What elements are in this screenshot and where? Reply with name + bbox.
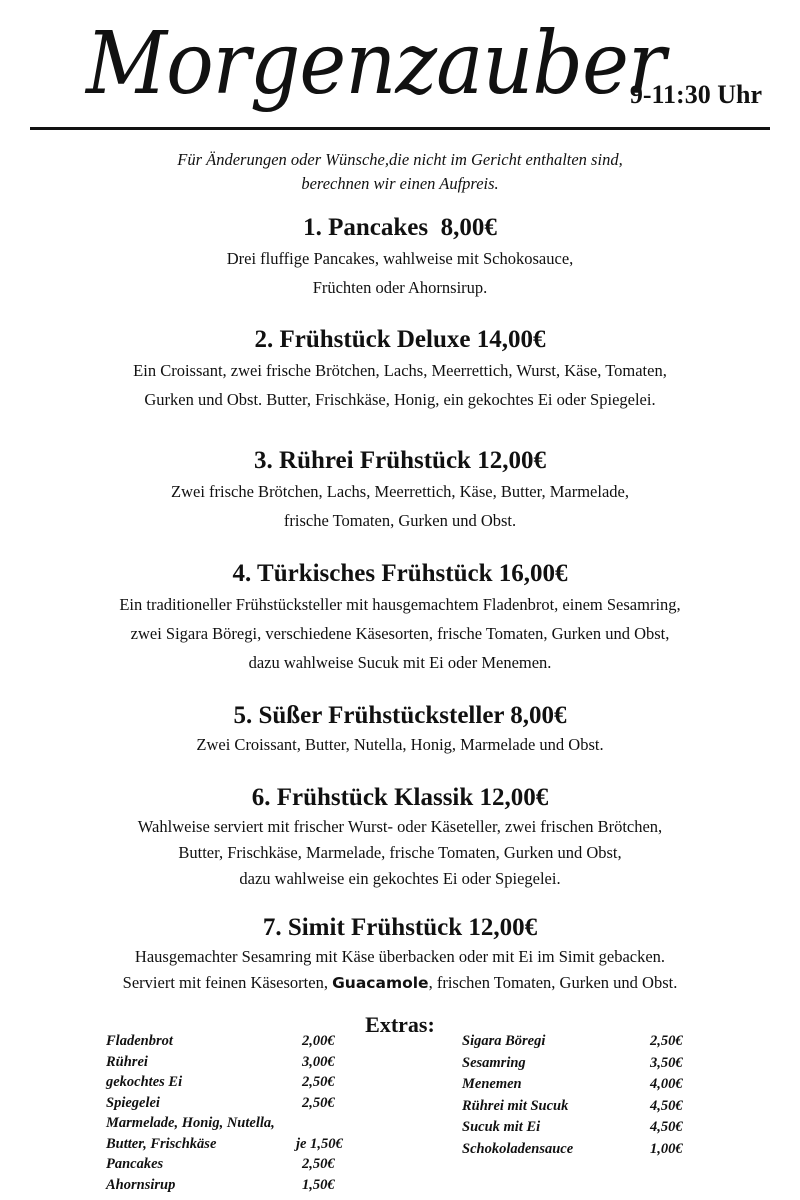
extras-item-price: 3,00€ [302, 1053, 335, 1070]
extras-item-price: 2,50€ [650, 1033, 683, 1049]
guacamole-highlight: Guacamole [332, 974, 429, 992]
extras-item-name: Pancakes [106, 1156, 164, 1172]
menu-item-suesser-fruehstuecksteller [0, 700, 800, 758]
surcharge-note-line: Für Änderungen oder Wünsche,die nicht im Gericht enthalten sind, [177, 150, 623, 169]
extras-item-name: Rührei mit Sucuk [462, 1097, 569, 1114]
opening-hours: 9-11:30 Uhr [629, 80, 762, 109]
extras-item [462, 1053, 702, 1075]
menu-item-description: Wahlweise serviert mit frischer Wurst- oder Käseteller, zwei frischen Brötchen, [137, 817, 663, 836]
menu-item-description: frische Tomaten, Gurken und Obst. [283, 511, 517, 530]
extras-item-name: Spiegelei [106, 1094, 160, 1111]
extras-item-price: 4,00€ [650, 1076, 683, 1092]
menu-item-description: Zwei frische Brötchen, Lachs, Meerrettich, Käse, Butter, Marmelade, [171, 482, 629, 501]
menu-item-title: 4. Türkisches Frühstück 16,00€ [232, 560, 568, 587]
extras-item-price: 2,50€ [302, 1094, 335, 1111]
extras-item [462, 1117, 702, 1139]
extras-item [462, 1074, 702, 1096]
menu-item-title: 6. Frühstück Klassik 12,00€ [251, 784, 549, 811]
menu-title: Morgenzauber [86, 14, 665, 114]
extras-item [106, 1031, 366, 1052]
extras-item [106, 1113, 366, 1154]
menu-item-description: dazu wahlweise ein gekochtes Ei oder Spiegelei. [239, 869, 561, 888]
menu-item-pancakes [0, 212, 800, 302]
extras-item [462, 1139, 702, 1161]
surcharge-note-line: berechnen wir einen Aufpreis. [301, 174, 499, 193]
menu-item-ruehrei-fruehstueck [0, 445, 800, 535]
menu-item-description: Drei fluffige Pancakes, wahlweise mit Schokosauce, [226, 249, 574, 268]
menu-item-title: 5. Süßer Frühstücksteller 8,00€ [233, 702, 567, 729]
menu-item-title: 2. Frühstück Deluxe 14,00€ [254, 326, 546, 353]
extras-item [462, 1096, 702, 1118]
extras-list-left [106, 1031, 366, 1195]
menu-item-description: Ein Croissant, zwei frische Brötchen, Lachs, Meerrettich, Wurst, Käse, Tomaten, [133, 361, 667, 380]
menu-item-title: 3. Rührei Frühstück 12,00€ [254, 447, 546, 474]
menu-item-description: Früchten oder Ahornsirup. [312, 278, 488, 297]
menu-item-description: Hausgemachter Sesamring mit Käse überbacken oder mit Ei im Simit gebacken. [134, 947, 666, 966]
extras-item-name: Schokoladensauce [462, 1140, 574, 1157]
extras-item-price: 4,50€ [650, 1097, 683, 1114]
menu-item-fruehstueck-klassik [0, 782, 800, 892]
extras-item-name: gekochtes Ei [106, 1074, 183, 1090]
extras-item [462, 1031, 702, 1053]
extras-item [106, 1052, 366, 1073]
menu-item-description: Zwei Croissant, Butter, Nutella, Honig, Marmelade und Obst. [196, 735, 604, 754]
description-text: , frischen Tomaten, Gurken und Obst. [428, 973, 678, 992]
menu-item-description: Butter, Frischkäse, Marmelade, frische Tomaten, Gurken und Obst, [178, 843, 622, 862]
extras-item-name: Marmelade, Honig, Nutella, [106, 1115, 275, 1131]
extras-item-name: Fladenbrot [106, 1033, 173, 1049]
extras-title: Extras: [365, 1012, 435, 1037]
extras-item-name: Sesamring [462, 1054, 526, 1071]
extras-item-price: 1,50€ [302, 1176, 335, 1193]
menu-item-fruehstueck-deluxe [0, 324, 800, 414]
extras-list-right [462, 1031, 702, 1160]
extras-item-price: 3,50€ [650, 1054, 683, 1071]
menu-item-simit-fruehstueck [0, 912, 800, 996]
menu-item-description: Gurken und Obst. Butter, Frischkäse, Honig, ein gekochtes Ei oder Spiegelei. [144, 390, 656, 409]
extras-item-price: 2,00€ [302, 1033, 335, 1049]
extras-item-name: Rührei [106, 1053, 148, 1070]
extras-item [106, 1093, 366, 1114]
description-text: Serviert mit feinen Käsesorten, [122, 973, 333, 992]
surcharge-note [0, 148, 800, 196]
menu-item-description: dazu wahlweise Sucuk mit Ei oder Menemen. [248, 653, 552, 672]
menu-item-title: 1. Pancakes 8,00€ [303, 214, 497, 241]
extras-item-name: Menemen [462, 1076, 522, 1092]
extras-item-name: Ahornsirup [106, 1176, 176, 1193]
menu-item-tuerkisches-fruehstueck [0, 558, 800, 677]
title-divider [30, 127, 770, 130]
extras-item-price: 1,00€ [650, 1140, 683, 1157]
extras-item-name: Sigara Böregi [462, 1033, 546, 1049]
menu-item-description: zwei Sigara Böregi, verschiedene Käsesorten, frische Tomaten, Gurken und Obst, [130, 624, 670, 643]
extras-item-name: Butter, Frischkäse [106, 1135, 217, 1152]
extras-item [106, 1072, 366, 1093]
menu-item-description: Ein traditioneller Frühstücksteller mit hausgemachtem Fladenbrot, einem Sesamring, [119, 595, 681, 614]
extras-item-name: Sucuk mit Ei [462, 1119, 541, 1135]
menu-item-title: 7. Simit Frühstück 12,00€ [262, 914, 538, 941]
extras-item-price: je 1,50€ [296, 1135, 343, 1152]
extras-item [106, 1175, 366, 1196]
extras-item-price: 2,50€ [302, 1156, 335, 1172]
extras-item [106, 1154, 366, 1175]
menu-item-description [0, 970, 800, 996]
extras-item-price: 2,50€ [302, 1074, 335, 1090]
extras-item-price: 4,50€ [650, 1119, 683, 1135]
